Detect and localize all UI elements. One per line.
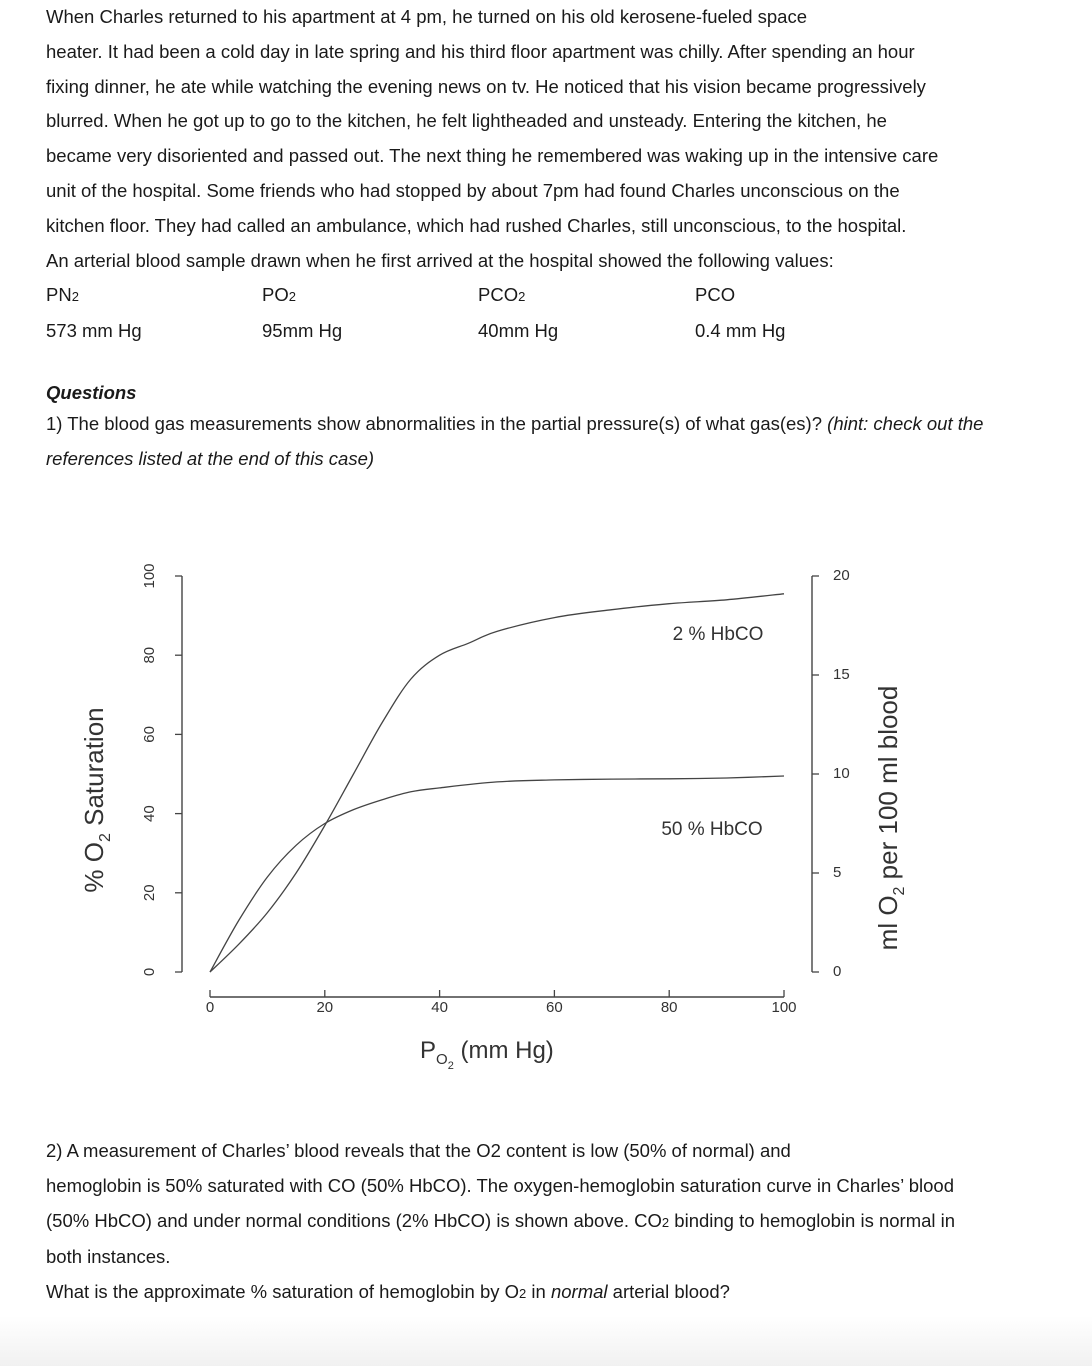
question-2-line: (50% HbCO) and under normal conditions (2% HbCO) is shown above. CO2 binding to hemoglobin is normal in (46, 1209, 956, 1231)
y-left-axis-label: % $O_2$ Saturation (79, 707, 114, 893)
case-line: An arterial blood sample drawn when he first arrived at the hospital showed the following values: (46, 249, 834, 271)
case-line: blurred. When he got up to go to the kitchen, he felt lightheaded and unsteady. Entering the kitchen, he (46, 110, 887, 132)
x-axis-label: $P_{O2}$ (mm Hg) (420, 1037, 554, 1072)
curve-2pct-hbco (210, 594, 784, 972)
gas-value-po2: 95mm Hg (262, 320, 343, 341)
case-line: became very disoriented and passed out. The next thing he remembered was waking up in the intensive care (46, 145, 939, 167)
case-line: unit of the hospital. Some friends who had stopped by about 7pm had found Charles unconscious on the (46, 179, 900, 201)
question-1-line: 1) The blood gas measurements show abnormalities in the partial pressure(s) of what gas(es)? (hint: check out the (46, 413, 984, 434)
question-2-line: 2) A measurement of Charles’ blood reveals that the O2 content is low (50% of normal) and (46, 1140, 791, 1161)
page-footer-shade (0, 1316, 1092, 1366)
gas-value-pco: 0.4 mm Hg (695, 320, 786, 341)
question-2-line: hemoglobin is 50% saturated with CO (50% HbCO). The oxygen-hemoglobin saturation curve in Charles’ blood (46, 1174, 954, 1196)
gas-label-po2: PO2 (262, 284, 296, 305)
gas-label-pn2: PN2 (46, 284, 79, 305)
y-right-tick-label: 0 (833, 962, 842, 980)
y-right-tick-label: 15 (833, 665, 850, 683)
y-left-tick-label: 60 (140, 726, 158, 743)
y-left-tick-label: 100 (140, 563, 158, 589)
y-left-tick-label: 80 (140, 646, 158, 664)
question-2-question: What is the approximate % saturation of hemoglobin by O2 in normal arterial blood? (46, 1281, 730, 1303)
x-tick-label: 20 (316, 999, 334, 1016)
y-left-tick-label: 0 (140, 967, 158, 977)
question-2-line: both instances. (46, 1246, 171, 1268)
series-label-50pct-hbco: 50 % HbCO (661, 819, 763, 840)
question-1-hint: references listed at the end of this case) (46, 447, 375, 469)
x-tick-label: 40 (431, 999, 448, 1016)
questions-heading: Questions (46, 382, 137, 403)
question-2 (46, 1134, 1066, 1312)
x-tick-label: 60 (546, 999, 563, 1016)
y-right-tick-label: 20 (833, 566, 850, 584)
y-left-tick-label: 40 (140, 805, 158, 822)
case-line: kitchen floor. They had called an ambulance, which had rushed Charles, still unconscious, to the hospital. (46, 214, 907, 236)
x-tick-label: 0 (205, 999, 215, 1016)
case-narrative (46, 0, 1066, 278)
x-tick-label: 100 (771, 999, 797, 1016)
case-line: When Charles returned to his apartment at 4 pm, he turned on his old kerosene-fueled space (46, 6, 807, 27)
x-tick-label: 80 (660, 999, 678, 1016)
question-1 (46, 407, 1066, 477)
y-right-tick-label: 10 (833, 764, 850, 782)
y-right-tick-label: 5 (833, 863, 842, 881)
case-line: heater. It had been a cold day in late spring and his third floor apartment was chilly. After spending an hour (46, 40, 915, 62)
gas-label-pco: PCO (695, 284, 736, 305)
case-line: fixing dinner, he ate while watching the evening news on tv. He noticed that his vision became progressively (46, 75, 926, 97)
series-label-2pct-hbco: 2 % HbCO (672, 624, 764, 645)
y-left-tick-label: 20 (140, 884, 158, 902)
y-right-axis-label: ml $O_2$ per 100 ml blood (873, 685, 908, 951)
gas-label-pco2: PCO2 (478, 284, 526, 305)
gas-value-pco2: 40mm Hg (478, 320, 559, 341)
gas-value-pn2: 573 mm Hg (46, 320, 142, 341)
oxygen-saturation-chart (0, 540, 1092, 1100)
